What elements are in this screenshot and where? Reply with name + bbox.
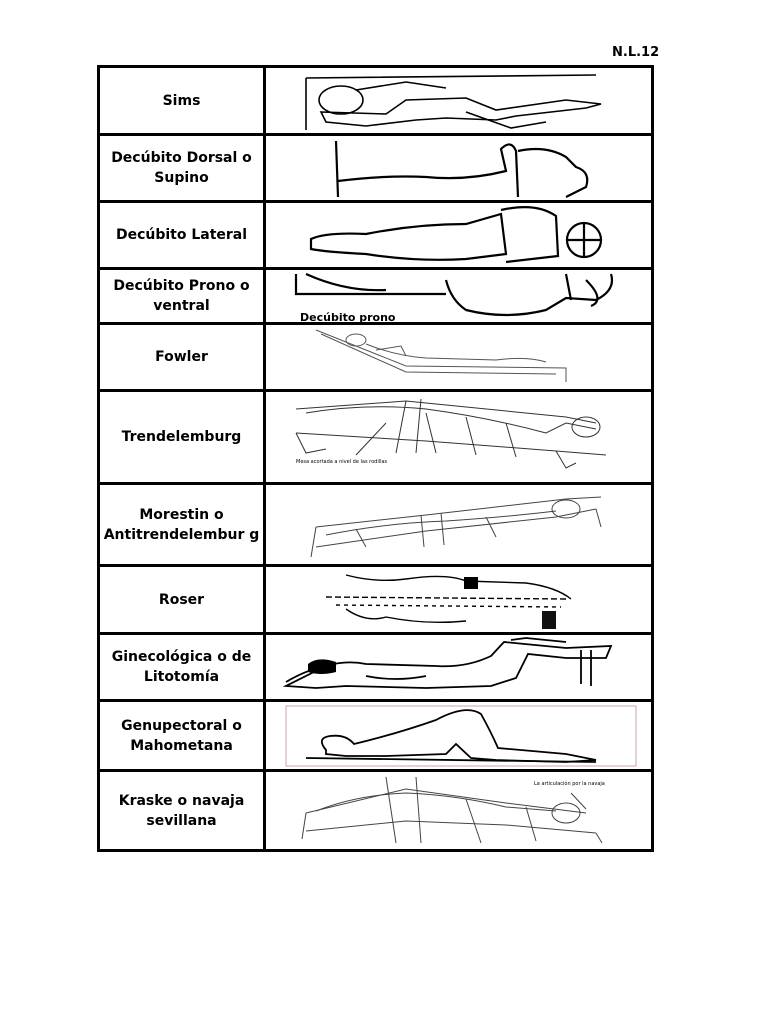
lithotomy-hair <box>308 659 336 674</box>
patient-lithotomy-illustration <box>266 636 651 698</box>
table-row <box>99 324 653 391</box>
position-label: Morestin o Antitrendelembur g <box>99 484 265 566</box>
position-label: Kraske o navaja sevillana <box>99 771 265 851</box>
position-label: Genupectoral o Mahometana <box>99 701 265 771</box>
position-label: Ginecológica o de Litotomía <box>99 634 265 701</box>
patient-sims-illustration <box>266 70 651 132</box>
table-row <box>99 701 653 771</box>
table-row <box>99 67 653 135</box>
table-row <box>99 566 653 634</box>
kraske-caption: La articulación por la navaja <box>534 780 605 787</box>
position-label: Sims <box>99 67 265 135</box>
trendelemburg-caption: Mesa acortada a nivel de las rodillas <box>296 459 388 465</box>
patient-fowler-illustration <box>266 326 651 388</box>
position-image-cell <box>265 202 653 269</box>
patient-prone-illustration <box>266 270 651 322</box>
position-image-cell <box>265 324 653 391</box>
position-image-cell <box>265 634 653 701</box>
patient-genupectoral-illustration <box>266 704 651 768</box>
position-image-cell <box>265 135 653 202</box>
position-image-cell <box>265 391 653 484</box>
table-row <box>99 634 653 701</box>
patient-lateral-illustration <box>266 204 651 266</box>
table-row <box>99 391 653 484</box>
patient-trendelemburg-illustration <box>266 393 651 481</box>
position-image-cell <box>265 701 653 771</box>
table-row <box>99 135 653 202</box>
position-image-cell <box>265 484 653 566</box>
position-image-cell <box>265 269 653 324</box>
position-label: Trendelemburg <box>99 391 265 484</box>
position-label: Decúbito Dorsal o Supino <box>99 135 265 202</box>
position-image-cell <box>265 771 653 851</box>
position-label: Fowler <box>99 324 265 391</box>
position-label: Roser <box>99 566 265 634</box>
table-row <box>99 269 653 324</box>
patient-morestin-illustration <box>266 487 651 563</box>
roser-dark-block <box>464 577 478 589</box>
patient-kraske-illustration <box>266 773 651 849</box>
patient-roser-illustration <box>266 569 651 631</box>
table-row <box>99 771 653 851</box>
positions-table <box>97 65 654 852</box>
position-image-cell <box>265 67 653 135</box>
prone-caption: Decúbito prono <box>300 311 396 322</box>
table-row <box>99 484 653 566</box>
patient-supine-illustration <box>266 137 651 199</box>
position-image-cell <box>265 566 653 634</box>
position-label: Decúbito Prono o ventral <box>99 269 265 324</box>
position-label: Decúbito Lateral <box>99 202 265 269</box>
roser-head-shadow <box>542 611 556 629</box>
page-number: N.L.12 <box>612 45 660 60</box>
table-row <box>99 202 653 269</box>
